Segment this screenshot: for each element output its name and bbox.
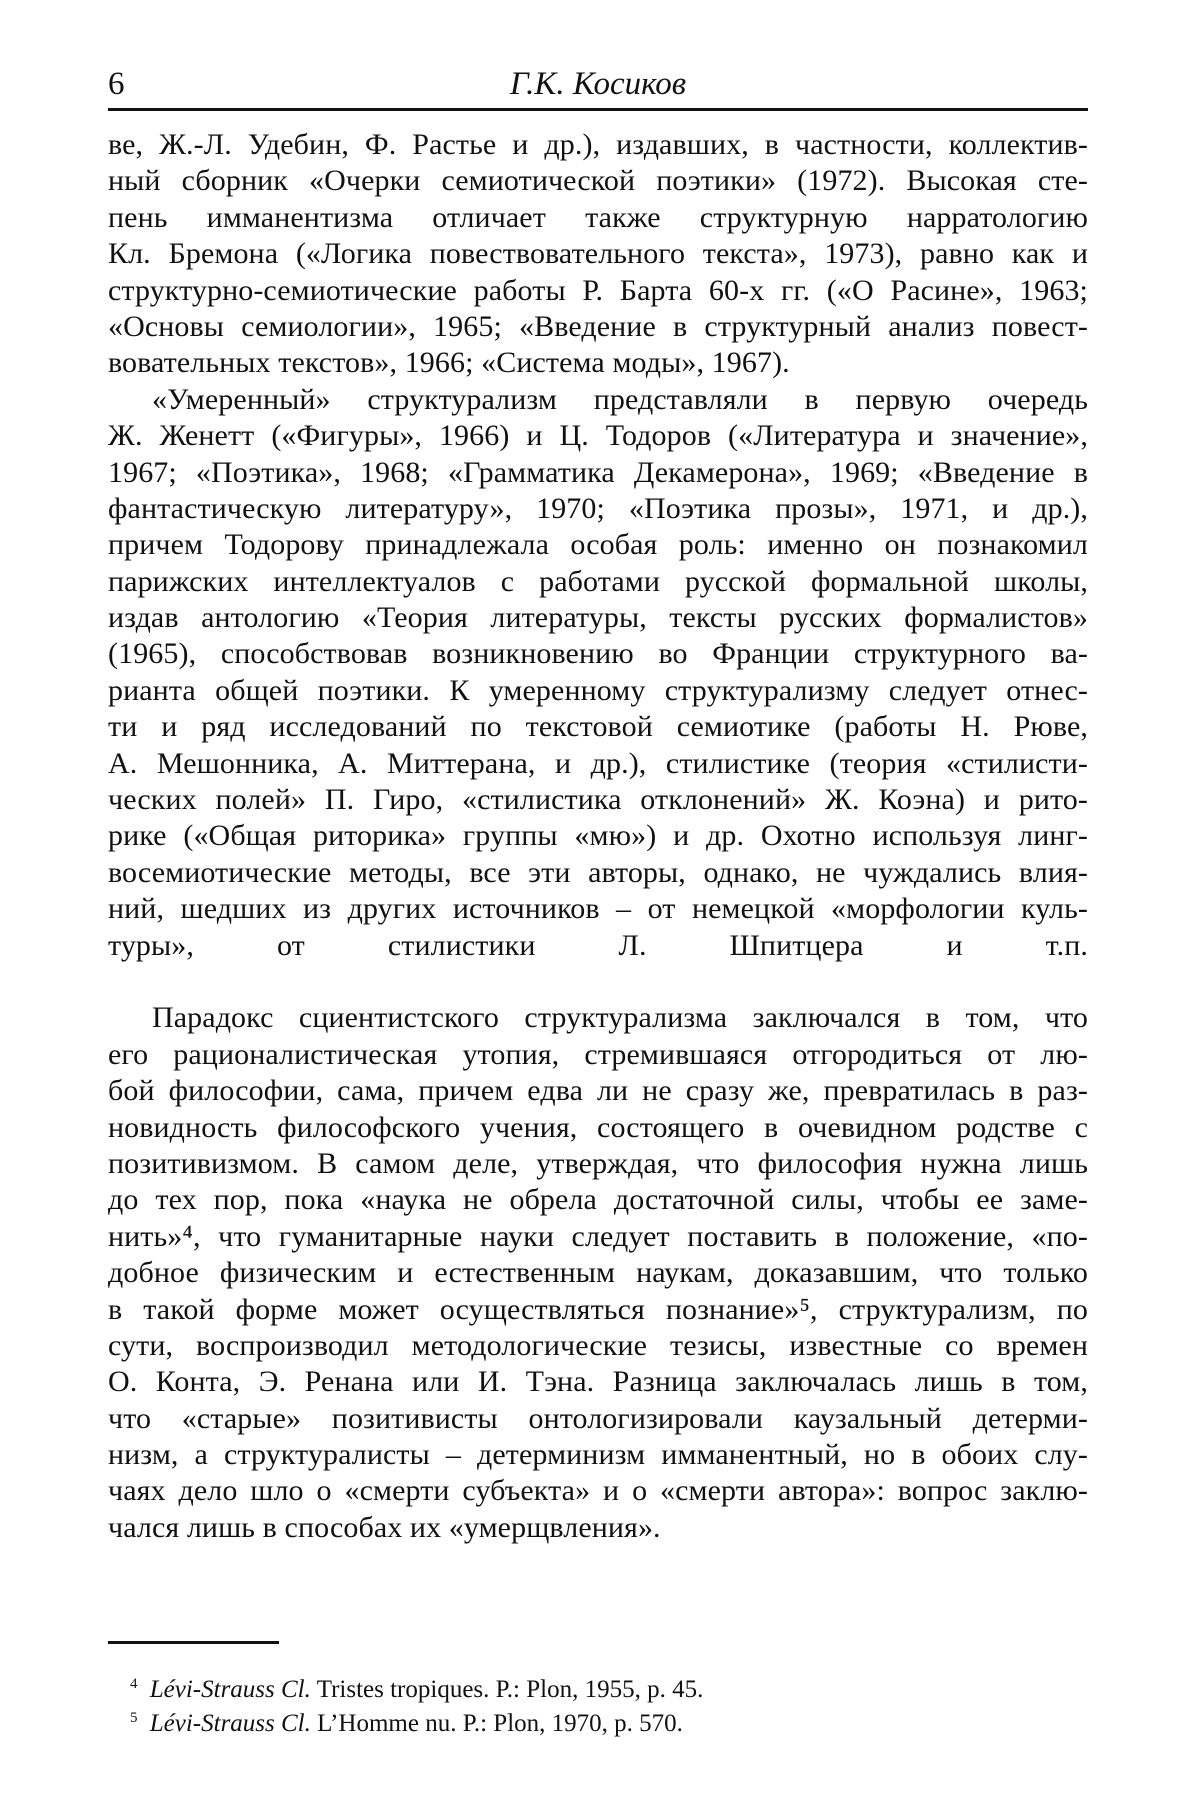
text-line: О. Конта, Э. Ренана или И. Тэна. Разница заключалась лишь в том, <box>108 1365 1088 1399</box>
paragraph-3 <box>108 1000 1088 1546</box>
text-line: ний, шедших из других источников – от немецкой «морфологии куль- <box>108 892 1088 926</box>
text-line: восемиотические методы, все эти авторы, однако, не чуждались влия- <box>108 855 1088 889</box>
text-line: «Основы семиологии», 1965; «Введение в структурный анализ повест- <box>108 309 1088 343</box>
text-line: Кл. Бремона («Логика повествовательного текста», 1973), равно как и <box>108 237 1088 271</box>
text-line: ный сборник «Очерки семиотической поэтики» (1972). Высокая сте- <box>108 164 1088 198</box>
text-line: «Умеренный» структурализм представляли в первую очередь <box>152 382 1088 416</box>
paragraph-1 <box>108 127 1088 382</box>
text-line: ти и ряд исследований по текстовой семиотике (работы Н. Рюве, <box>108 710 1088 744</box>
text-line: нить»⁴, что гуманитарные науки следует поставить в положение, «по- <box>108 1219 1088 1253</box>
footnote-5 <box>130 1707 1030 1741</box>
running-head <box>108 62 1088 106</box>
text-line: издав антологию «Теория литературы, тексты русских формалистов» <box>108 601 1088 635</box>
text-line: его рационалистическая утопия, стремившаяся отгородиться от лю- <box>108 1037 1088 1071</box>
text-line: что «старые» позитивисты онтологизировали каузальный детерми- <box>108 1401 1088 1435</box>
text-line: сути, воспроизводил методологические тезисы, известные со времен <box>108 1328 1088 1362</box>
text-line: рианта общей поэтики. К умеренному структурализму следует отнес- <box>108 673 1088 707</box>
text-line: чаях дело шло о «смерти субъекта» и о «смерти автора»: вопрос заклю- <box>108 1474 1088 1508</box>
paragraph-2 <box>108 382 1088 1001</box>
text-line: Парадокс сциентистского структурализма заключался в том, что <box>152 1001 1088 1035</box>
page-number: 6 <box>108 66 125 102</box>
text-line: позитивизмом. В самом деле, утверждая, что философия нужна лишь <box>108 1146 1088 1180</box>
footnote-text: Tristes tropiques. P.: Plon, 1955, p. 45. <box>316 1676 704 1703</box>
footnote-author: Lévi-Strauss Cl. <box>149 1710 311 1737</box>
text-line: бой философии, сама, причем едва ли не сразу же, превратилась в раз- <box>108 1074 1088 1108</box>
text-line: до тех пор, пока «наука не обрела достаточной силы, чтобы ее заме- <box>108 1183 1088 1217</box>
running-title: Г.К. Косиков <box>509 66 687 102</box>
text-line: низм, а структуралисты – детерминизм имманентный, но в обоих слу- <box>108 1438 1088 1472</box>
text-line: структурно-семиотические работы Р. Барта 60-х гг. («О Расине», 1963; <box>108 273 1088 307</box>
text-line: ве, Ж.-Л. Удебин, Ф. Растье и др.), издавших, в частности, коллектив- <box>108 128 1088 161</box>
footnote-author: Lévi-Strauss Cl. <box>149 1676 311 1703</box>
text-line: чался лишь в способах их «умерщвления». <box>108 1510 661 1544</box>
text-line: новидность философского учения, состоящего в очевидном родстве с <box>108 1110 1088 1144</box>
footnote-marker: 5 <box>130 1709 138 1726</box>
text-line: ческих полей» П. Гиро, «стилистика отклонений» Ж. Коэна) и рито- <box>108 783 1088 817</box>
text-line: вовательных текстов», 1966; «Система моды», 1967). <box>108 346 790 380</box>
text-line <box>108 964 1088 1000</box>
footnotes <box>130 1673 1030 1741</box>
text-line: фантастическую литературу», 1970; «Поэтика прозы», 1971, и др.), <box>108 491 1088 525</box>
body-text <box>108 127 1088 1546</box>
header-rule <box>108 108 1088 111</box>
text-line: добное физическим и естественным наукам, доказавшим, что только <box>108 1256 1088 1290</box>
text-line: рике («Общая риторика» группы «мю») и др. Охотно используя линг- <box>108 819 1088 853</box>
text-line: причем Тодорову принадлежала особая роль: именно он познакомил <box>108 528 1088 562</box>
footnote-marker: 4 <box>130 1675 138 1692</box>
text-line: туры», от стилистики Л. Шпитцера и т.п. <box>108 928 1088 962</box>
text-line: Ж. Женетт («Фигуры», 1966) и Ц. Тодоров («Литература и значение», <box>108 419 1088 453</box>
text-line: 1967; «Поэтика», 1968; «Грамматика Декамерона», 1969; «Введение в <box>108 455 1088 489</box>
book-page <box>108 0 1088 1807</box>
text-line: (1965), способствовав возникновению во Франции структурного ва- <box>108 637 1088 671</box>
text-line: парижских интеллектуалов с работами русской формальной школы, <box>108 564 1088 598</box>
text-line: в такой форме может осуществляться познание»⁵, структурализм, по <box>108 1292 1088 1326</box>
footnote-4 <box>130 1673 1030 1707</box>
text-line: А. Мешонника, А. Миттерана, и др.), стилистике (теория «стилисти- <box>108 746 1088 780</box>
footnote-separator <box>108 1641 279 1644</box>
footnote-text: L’Homme nu. P.: Plon, 1970, p. 570. <box>317 1710 683 1737</box>
text-line: пень имманентизма отличает также структурную нарратологию <box>108 200 1088 234</box>
